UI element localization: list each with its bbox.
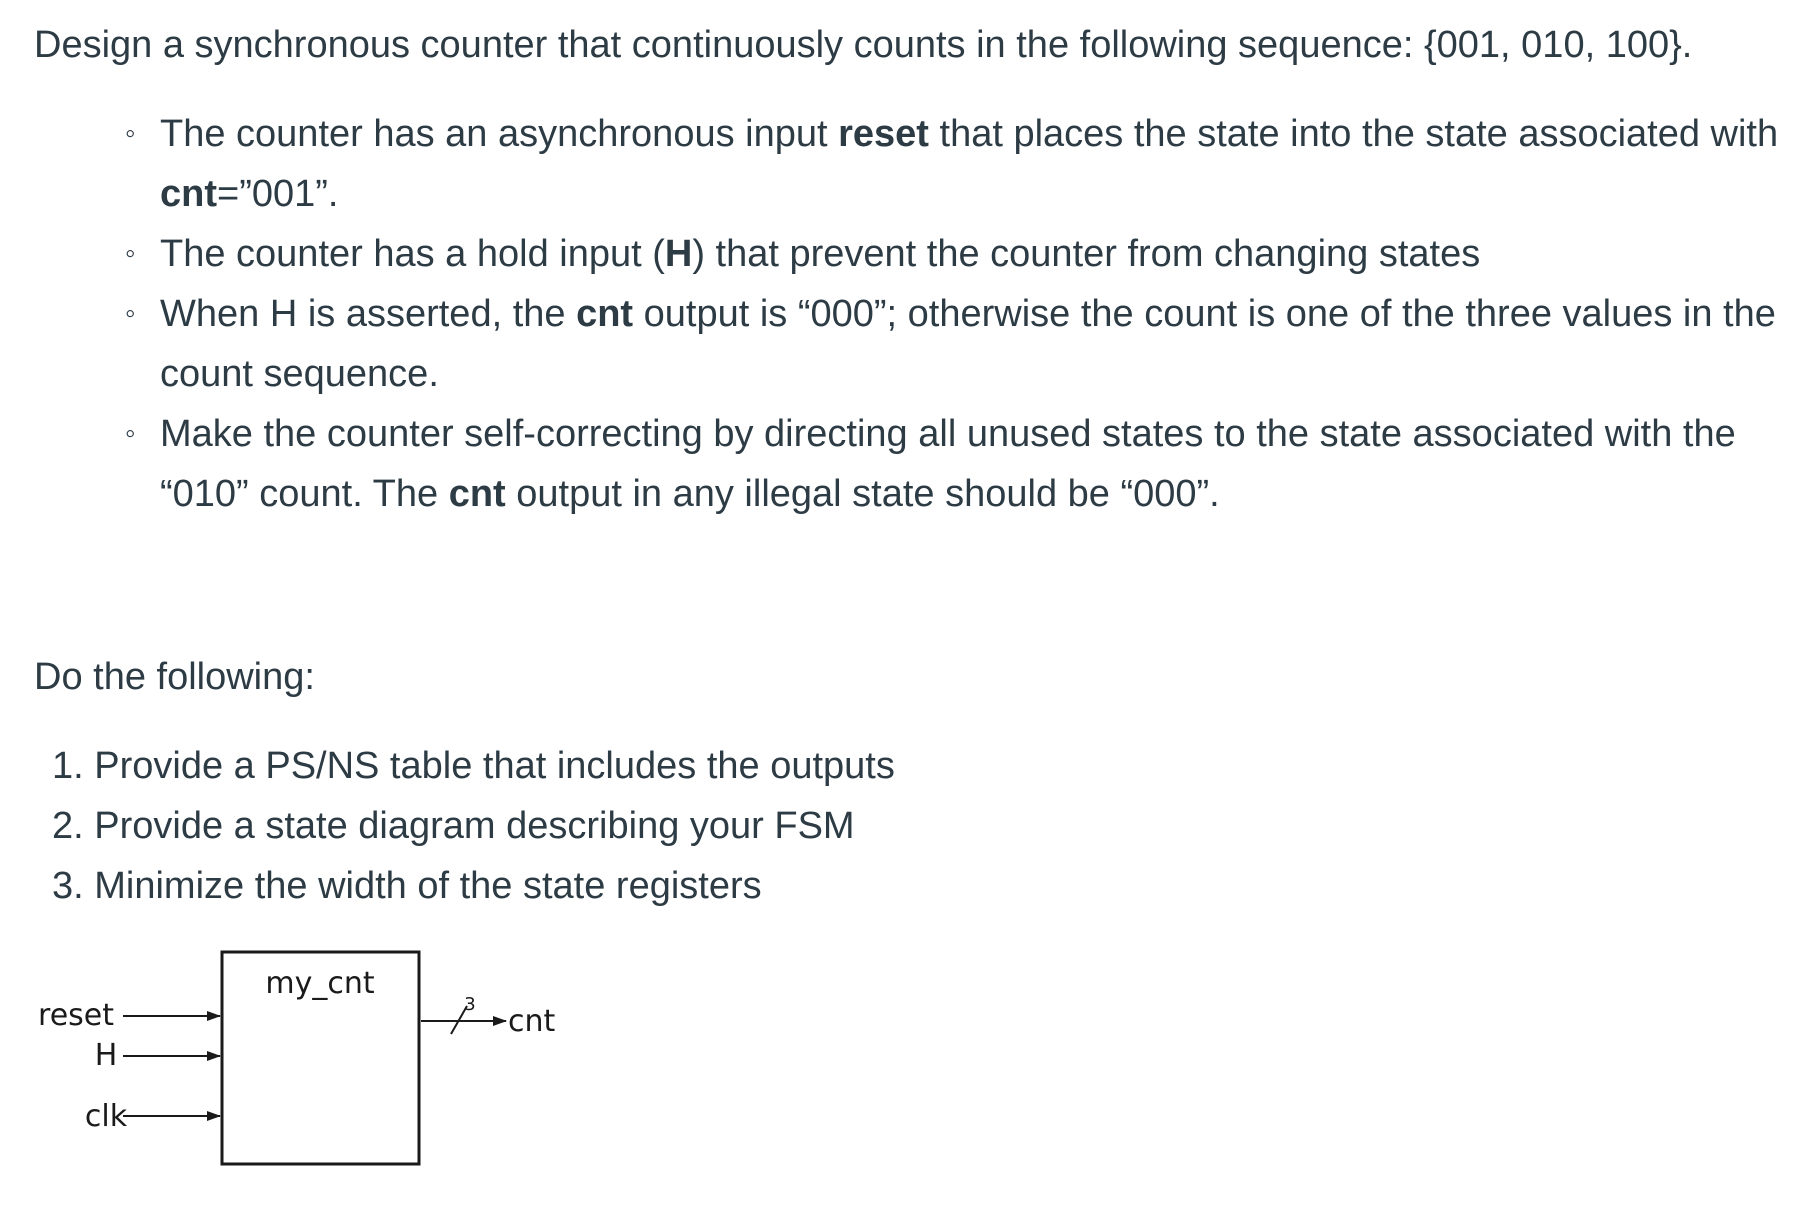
input-label-clk: clk: [84, 1099, 128, 1134]
hollow-bullet-icon: ◦: [125, 297, 136, 330]
intro-text: Design a synchronous counter that continuously counts in the following sequence: {001, 010, 100}.: [34, 24, 1693, 66]
requirement-item: ◦ When H is asserted, the cnt output is “000”; otherwise the count is one of the three values in the count sequence.: [125, 284, 1795, 404]
hollow-bullet-icon: ◦: [125, 417, 136, 450]
input-label-reset: reset: [38, 998, 114, 1033]
requirement-item: ◦ Make the counter self-correcting by directing all unused states to the state associated with the “010” count. The cnt output in any illegal state should be “000”.: [125, 404, 1795, 524]
hollow-bullet-icon: ◦: [125, 117, 136, 150]
keyword-h: H: [664, 233, 693, 275]
block-diagram: [20, 940, 620, 1180]
steps-list: [52, 736, 895, 916]
step-item: 3. Minimize the width of the state registers: [52, 865, 762, 907]
output-label-cnt: cnt: [508, 1004, 556, 1039]
keyword-cnt: cnt: [160, 173, 217, 215]
block-diagram-svg: [20, 940, 620, 1180]
step-item: 2. Provide a state diagram describing your FSM: [52, 805, 855, 847]
keyword-cnt: cnt: [576, 293, 634, 335]
requirement-item: ◦ The counter has a hold input (H) that prevent the counter from changing states: [125, 224, 1795, 284]
keyword-reset: reset: [838, 113, 929, 155]
requirements-list: [125, 104, 1795, 524]
module-name-label: my_cnt: [265, 966, 375, 1001]
input-label-h: H: [94, 1038, 118, 1073]
requirement-item: ◦ The counter has an asynchronous input reset that places the state into the state associated with cnt=”001”.: [125, 104, 1795, 224]
keyword-cnt: cnt: [448, 473, 506, 515]
step-item: 1. Provide a PS/NS table that includes the outputs: [52, 745, 895, 787]
hollow-bullet-icon: ◦: [125, 237, 136, 270]
bus-width-label: 3: [464, 994, 476, 1015]
do-following-heading: Do the following:: [34, 656, 315, 698]
